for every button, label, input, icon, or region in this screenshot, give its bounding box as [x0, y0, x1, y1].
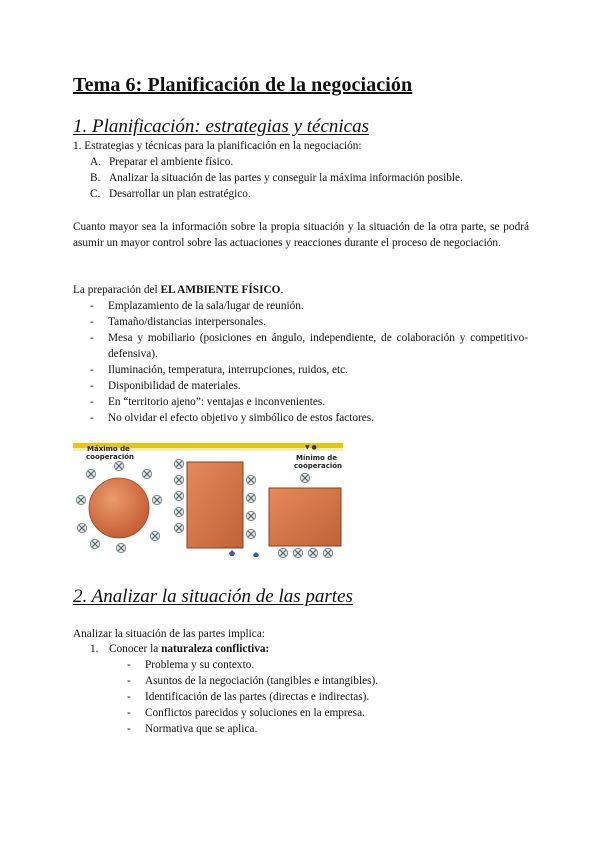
bullet-text: No olvidar el efecto objetivo y simbólico de estos factores. [108, 412, 375, 424]
bullet-text: En “territorio ajeno”: ventajas e inconvenientes. [108, 396, 326, 408]
seat-icon [116, 543, 125, 552]
seat-icon [77, 523, 86, 532]
label-max-line1: Máximo de [87, 445, 130, 453]
rectangular-table-middle [187, 462, 243, 548]
preparation-prefix: La preparación del [73, 284, 161, 296]
list-marker: B. [90, 172, 101, 184]
seat-icon [246, 493, 255, 502]
seat-icon [308, 548, 317, 557]
list-marker: 1. [90, 643, 99, 655]
list-marker: A. [90, 156, 101, 168]
sub-bullet-text: Conflictos parecidos y soluciones en la empresa. [145, 707, 365, 719]
page-title: Tema 6: Planificación de la negociación [73, 74, 413, 96]
document-page: Tema 6: Planificación de la negociación 1. Planificación: estrategias y técnicas 1. Estrategias y técnicas para la planificación en la negociación: A. Preparar el ambiente físico. B. Analizar la situación de las partes y conseguir la máxima información posible. C. Desarrollar un plan estratégico. Cuanto mayor sea la información sobre la propia situación y la situación de la otra parte, se podrá asumir un mayor control sobre las actuaciones y reacciones durante el proceso de negociación. La preparación del EL AMBIENTE FÍSICO. - Emplazamiento de la sala/lugar de reunión. - Tamaño/distancias interpersonales. - Mesa y mobiliario (posiciones en ángulo, independiente, de colaboración y competitivo-defensiva). - Iluminación, temperatura, interrupciones, ruidos, etc. - Disponibilidad de materiales. - En “territorio ajeno”: ventajas e inconvenientes. - No olvidar el efecto objetivo y simbólico de estos factores. ▼ ● Máximo de cooperación Mínimo de cooperación 2. Analizar la situación de las partes Analizar la situación de las partes implica: 1. Conocer la naturaleza conflictiva: - Problema y su contexto. - Asuntos de la negociación (tangibles e intangibles). - Identificación de las partes (directas e indirectas). - Conflictos parecidos y soluciones en la empresa. - Normativa que se aplica. [73, 74, 529, 735]
sub-bullet-text: Normativa que se aplica. [145, 723, 258, 735]
bullet-text: Emplazamiento de la sala/lugar de reunión. [108, 300, 304, 312]
seat-icon [300, 473, 309, 482]
section-2-heading: 2. Analizar la situación de las partes [73, 586, 353, 607]
seat-icon [76, 495, 85, 504]
seat-icon [114, 461, 123, 470]
label-min-line1: Mínimo de [296, 454, 338, 462]
item1-bold: naturaleza conflictiva: [161, 643, 270, 655]
sub-bullet-text: Asuntos de la negociación (tangibles e intangibles). [145, 675, 379, 687]
rectangular-table-right [269, 488, 341, 546]
seat-icon [246, 475, 255, 484]
preparation-line [73, 282, 283, 298]
round-table [89, 478, 149, 538]
sub-bullet-text: Identificación de las partes (directas e indirectas). [145, 691, 370, 703]
seat-icon [150, 531, 159, 540]
bullet-text: Tamaño/distancias interpersonales. [108, 316, 266, 328]
label-min-line2: cooperación [294, 462, 343, 470]
section-1-heading: 1. Planificación: estrategias y técnicas [73, 116, 370, 137]
seat-icon [174, 523, 183, 532]
seat-icon [174, 491, 183, 500]
seat-icon [246, 529, 255, 538]
seat-icon [90, 539, 99, 548]
seat-icon [278, 548, 287, 557]
seat-icon [86, 469, 95, 478]
item1-prefix: Conocer la [109, 643, 162, 655]
list-marker: C. [90, 188, 101, 200]
sub-bullet-text: Problema y su contexto. [145, 659, 255, 671]
seat-icon [293, 548, 302, 557]
seat-icon [142, 469, 151, 478]
seat-icon [174, 459, 183, 468]
bullet-text: Disponibilidad de materiales. [108, 380, 241, 392]
seat-icon [174, 475, 183, 484]
label-max-line2: cooperación [86, 453, 135, 461]
figure-band-mark: ▼ ● [305, 444, 317, 451]
list-text [109, 641, 269, 657]
preparation-bold: EL AMBIENTE FÍSICO [160, 284, 281, 296]
seating-arrangement-figure [73, 440, 343, 568]
bullet-text: Mesa y mobiliario (posiciones en ángulo, independiente, de colaboración y competitivo-defensiva). [108, 332, 528, 360]
section-2-intro: Analizar la situación de las partes implica: [73, 628, 265, 640]
list-text: Analizar la situación de las partes y conseguir la máxima información posible. [109, 172, 463, 184]
preparation-suffix: . [280, 284, 284, 296]
bullet-text: Iluminación, temperatura, interrupciones, ruidos, etc. [108, 364, 348, 376]
seat-icon [174, 507, 183, 516]
list-text: Desarrollar un plan estratégico. [109, 188, 251, 200]
seat-icon [152, 495, 161, 504]
seat-icon [323, 548, 332, 557]
seat-icon [246, 511, 255, 520]
info-paragraph: Cuanto mayor sea la información sobre la propia situación y la situación de la otra parte, se podrá asumir un mayor control sobre las actuaciones y reacciones durante el proceso de negociación. [73, 221, 529, 249]
section-1-intro: 1. Estrategias y técnicas para la planificación en la negociación: [73, 140, 362, 152]
list-text: Preparar el ambiente físico. [109, 156, 234, 168]
